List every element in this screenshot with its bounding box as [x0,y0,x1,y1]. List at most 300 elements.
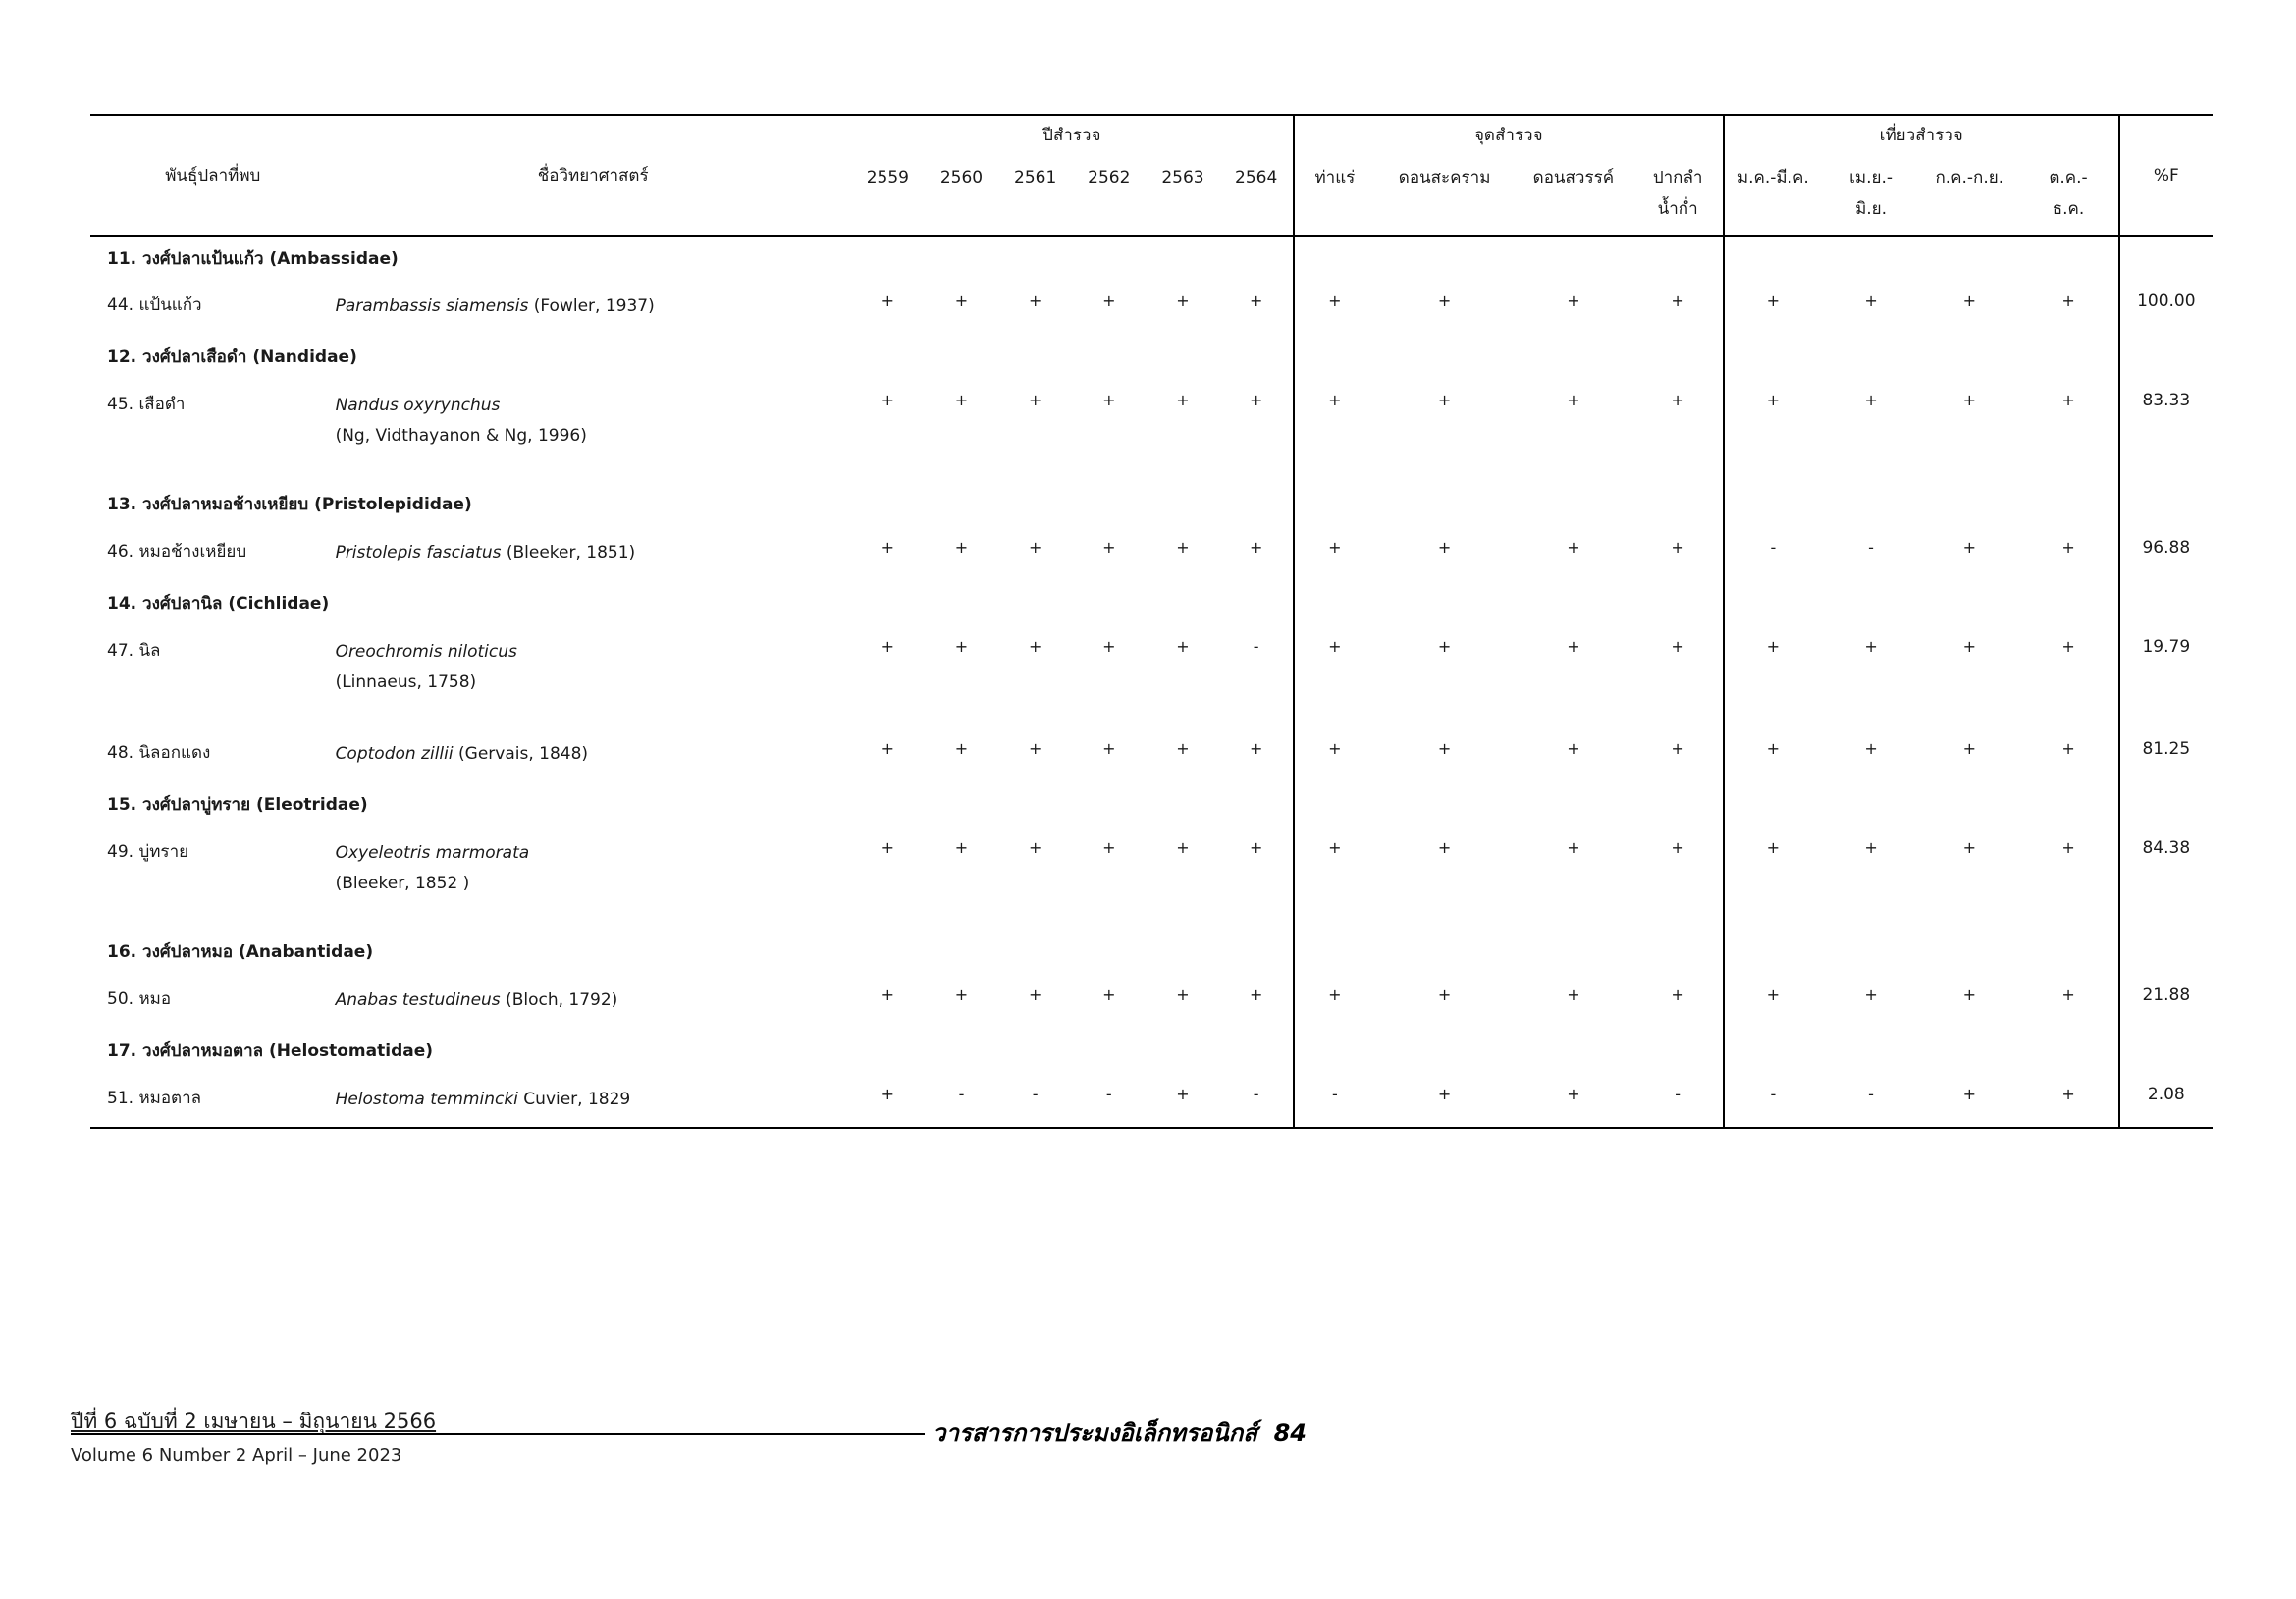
trip-presence-mark [2018,975,2118,1029]
presence-mark: + [1864,637,1878,656]
binomial-name: Coptodon zillii [335,744,454,764]
site-presence-mark [1514,281,1632,335]
presence-mark: + [1176,1085,1190,1103]
scientific-name [336,281,851,335]
scientific-name-line [336,986,851,1016]
family-row-spacer [2119,482,2213,527]
presence-mark: + [881,986,895,1004]
year-presence-mark [851,1074,925,1128]
family-row-spacer [1724,581,2119,626]
author-citation: (Bleeker, 1851) [501,543,636,562]
presence-mark: + [1567,986,1580,1004]
frequency-column-header: %F [2153,165,2179,186]
site-presence-mark [1375,1074,1514,1128]
year-presence-mark [1220,728,1294,782]
scientific-name [336,827,851,930]
year-presence-mark [851,281,925,335]
trip-presence-mark [1822,728,1920,782]
family-row-spacer [1294,930,1724,975]
presence-mark: + [1962,538,1976,557]
presence-mark: + [954,739,969,758]
year-header-2561: 2561 [998,154,1072,236]
presence-mark: + [1102,292,1116,310]
year-presence-mark [925,380,998,482]
year-header-2564: 2564 [1220,154,1294,236]
year-presence-mark [1072,728,1146,782]
thai-species-name: 46. หมอช้างเหยียบ [107,542,247,561]
trip-presence-mark [1920,281,2018,335]
presence-mark: + [1567,838,1580,857]
survey-trips-group-header: เที่ยวสำรวจ [1724,115,2119,154]
trip-presence-mark [1920,626,2018,728]
presence-mark: + [1249,538,1263,557]
survey-sites-group-header: จุดสำรวจ [1294,115,1724,154]
year-presence-mark [1146,827,1219,930]
year-presence-mark [851,975,925,1029]
family-row-spacer [1724,782,2119,827]
site-presence-mark [1633,975,1724,1029]
year-presence-mark [998,1074,1072,1128]
presence-mark: - [1868,1085,1874,1103]
presence-mark: + [1437,838,1452,857]
scientific-name-line [336,292,851,322]
trip-presence-mark [1724,281,1822,335]
thai-species-name: 47. นิล [107,641,161,661]
presence-mark: + [1567,739,1580,758]
presence-mark: + [1766,637,1781,656]
presence-mark: + [1176,739,1190,758]
species-row [90,827,2213,930]
author-citation: Cuvier, 1829 [517,1090,631,1109]
year-presence-mark [851,527,925,581]
trip-presence-mark [1822,281,1920,335]
trip-presence-mark [1920,380,2018,482]
scientific-name-line [336,1085,851,1115]
author-citation: (Bloch, 1792) [500,990,618,1010]
presence-mark: + [1567,391,1580,409]
site-presence-mark [1294,626,1375,728]
scientific-name-line [336,739,851,770]
presence-mark: + [1028,292,1042,310]
year-presence-mark [851,827,925,930]
author-citation: (Gervais, 1848) [453,744,589,764]
family-row-spacer [1294,782,1724,827]
presence-mark: + [881,391,895,409]
species-column-header: พันธุ์ปลาที่พบ [165,166,261,186]
presence-mark: + [1437,739,1452,758]
presence-mark: + [2061,838,2075,857]
site-presence-mark [1514,626,1632,728]
presence-mark: + [1864,739,1878,758]
family-row-spacer [2119,930,2213,975]
thai-species-name: 50. หมอ [107,989,172,1009]
presence-mark: + [881,292,895,310]
site-presence-mark [1514,527,1632,581]
year-presence-mark [851,626,925,728]
presence-mark: + [881,637,895,656]
presence-mark: + [1249,838,1263,857]
presence-mark: + [881,1085,895,1103]
family-row [90,1029,2213,1074]
year-presence-mark [998,827,1072,930]
presence-mark: + [1437,538,1452,557]
trip-presence-mark [1724,380,1822,482]
species-row [90,1074,2213,1128]
footer-rule [71,1433,925,1435]
presence-mark: + [1328,739,1342,758]
species-row [90,380,2213,482]
trip-presence-mark [1822,527,1920,581]
year-presence-mark [1146,527,1219,581]
presence-mark: + [2061,637,2075,656]
trip-presence-mark [1920,975,2018,1029]
site-presence-mark [1633,728,1724,782]
trip-presence-mark [2018,380,2118,482]
site-presence-mark [1514,975,1632,1029]
family-row-spacer [1294,335,1724,380]
species-row [90,728,2213,782]
presence-mark: + [881,838,895,857]
presence-mark: + [1567,1085,1580,1103]
presence-mark: + [1962,838,1976,857]
year-presence-mark [998,728,1072,782]
presence-mark: + [1766,292,1781,310]
presence-mark: + [1437,292,1452,310]
presence-mark: + [1766,986,1781,1004]
survey-years-group-header: ปีสำรวจ [851,115,1294,154]
presence-mark: + [881,739,895,758]
year-presence-mark [925,281,998,335]
scientific-name [336,975,851,1029]
family-name: 16. วงศ์ปลาหมอ (Anabantidae) [90,930,1294,975]
table-body [90,236,2213,1128]
presence-mark: + [1028,637,1042,656]
trip-presence-mark [1724,527,1822,581]
presence-mark: + [1864,292,1878,310]
year-header-2560: 2560 [925,154,998,236]
family-row-spacer [2119,782,2213,827]
family-row [90,782,2213,827]
thai-species-name: 51. หมอตาล [107,1089,202,1108]
site-presence-mark [1633,626,1724,728]
page-number: 84 [1273,1419,1308,1447]
author-citation-line: (Bleeker, 1852 ) [335,874,470,893]
site-presence-mark [1375,281,1514,335]
trip-header-2: เม.ย.- มิ.ย. [1822,154,1920,236]
presence-mark: + [1328,391,1342,409]
trip-presence-mark [1724,975,1822,1029]
binomial-name: Oxyeleotris marmorata [335,843,530,863]
species-row [90,527,2213,581]
year-presence-mark [1220,281,1294,335]
presence-mark: + [1962,986,1976,1004]
presence-mark: + [1766,391,1781,409]
scientific-name [336,1074,851,1128]
site-presence-mark [1294,281,1375,335]
trip-presence-mark [1724,626,1822,728]
presence-mark: + [1328,637,1342,656]
scientific-name-column-header: ชื่อวิทยาศาสตร์ [537,166,649,186]
trip-header-1: ม.ค.-มี.ค. [1724,154,1822,236]
site-presence-mark [1294,728,1375,782]
presence-mark: - [1770,1085,1777,1103]
presence-mark: + [1671,637,1684,656]
presence-mark: + [1176,986,1190,1004]
presence-mark: + [954,986,969,1004]
family-row-spacer [1294,482,1724,527]
family-row-spacer [1294,236,1724,281]
site-header-4: ปากลำ น้ำก่ำ [1633,154,1724,236]
year-presence-mark [1146,380,1219,482]
presence-mark: + [1437,986,1452,1004]
year-header-2563: 2563 [1146,154,1219,236]
trip-presence-mark [1822,827,1920,930]
site-presence-mark [1514,1074,1632,1128]
frequency-value: 96.88 [2142,538,2191,558]
year-presence-mark [1146,281,1219,335]
year-presence-mark [1220,527,1294,581]
site-presence-mark [1294,1074,1375,1128]
presence-mark: + [1567,292,1580,310]
presence-mark: + [2061,986,2075,1004]
presence-mark: - [1032,1085,1039,1103]
presence-mark: + [1567,637,1580,656]
year-presence-mark [998,281,1072,335]
presence-mark: + [1176,292,1190,310]
presence-mark: - [1105,1085,1112,1103]
presence-mark: - [1331,1085,1338,1103]
presence-mark: + [1962,391,1976,409]
scientific-name [336,380,851,482]
presence-mark: + [954,391,969,409]
family-name: 12. วงศ์ปลาเสือดำ (Nandidae) [90,335,1294,380]
site-presence-mark [1514,827,1632,930]
thai-species-name: 45. เสือดำ [107,395,186,414]
site-presence-mark [1633,527,1724,581]
year-presence-mark [1072,975,1146,1029]
trip-presence-mark [1822,975,1920,1029]
presence-mark: - [1868,538,1874,557]
trip-presence-mark [1724,728,1822,782]
year-presence-mark [925,527,998,581]
presence-mark: + [1962,637,1976,656]
year-header-2562: 2562 [1072,154,1146,236]
presence-mark: + [881,538,895,557]
site-presence-mark [1294,527,1375,581]
journal-name: วารสารการประมงอิเล็กทรอนิกส์ [933,1419,1257,1447]
presence-mark: + [1671,838,1684,857]
presence-mark: + [1567,538,1580,557]
year-presence-mark [925,626,998,728]
year-presence-mark [1146,728,1219,782]
year-presence-mark [1072,527,1146,581]
presence-mark: + [1249,292,1263,310]
trip-header-4: ต.ค.- ธ.ค. [2018,154,2118,236]
site-presence-mark [1514,380,1632,482]
family-row-spacer [2119,581,2213,626]
site-presence-mark [1375,380,1514,482]
frequency-value: 81.25 [2142,739,2191,759]
family-row-spacer [1294,581,1724,626]
year-presence-mark [1072,827,1146,930]
presence-mark: + [1671,292,1684,310]
site-presence-mark [1633,281,1724,335]
trip-presence-mark [2018,626,2118,728]
binomial-name: Pristolepis fasciatus [335,543,502,562]
trip-presence-mark [1822,380,1920,482]
presence-mark: + [1671,986,1684,1004]
presence-mark: + [1766,739,1781,758]
author-citation-line: (Ng, Vidthayanon & Ng, 1996) [335,426,587,446]
presence-mark: + [1028,391,1042,409]
author-citation-line: (Linnaeus, 1758) [335,672,477,692]
footer-issue-thai: ปีที่ 6 ฉบับที่ 2 เมษายน – มิถุนายน 2566 [71,1410,437,1433]
site-presence-mark [1514,728,1632,782]
presence-mark: + [1962,1085,1976,1103]
site-presence-mark [1375,975,1514,1029]
site-presence-mark [1633,1074,1724,1128]
trip-presence-mark [1920,827,2018,930]
site-header-1: ท่าแร่ [1294,154,1375,236]
scientific-name [336,728,851,782]
presence-mark: + [1102,391,1116,409]
year-presence-mark [998,527,1072,581]
trip-presence-mark [1920,728,2018,782]
trip-presence-mark [2018,1074,2118,1128]
presence-mark: + [2061,1085,2075,1103]
thai-species-name: 49. บู่ทราย [107,842,189,862]
family-row-spacer [1724,1029,2119,1074]
scientific-name-line [336,391,851,421]
year-presence-mark [925,1074,998,1128]
presence-mark: + [1437,637,1452,656]
year-presence-mark [1220,1074,1294,1128]
site-presence-mark [1294,827,1375,930]
year-presence-mark [1072,281,1146,335]
family-name: 13. วงศ์ปลาหมอช้างเหยียบ (Pristolepididae) [90,482,1294,527]
presence-mark: + [1249,739,1263,758]
scientific-name-line [336,838,851,869]
site-presence-mark [1375,626,1514,728]
family-row [90,930,2213,975]
presence-mark: + [1028,986,1042,1004]
presence-mark: + [1102,739,1116,758]
binomial-name: Nandus oxyrynchus [335,396,501,415]
family-row-spacer [1294,1029,1724,1074]
site-presence-mark [1633,827,1724,930]
presence-mark: + [954,637,969,656]
thai-species-name: 44. แป้นแก้ว [107,295,202,315]
family-row-spacer [2119,335,2213,380]
site-presence-mark [1375,728,1514,782]
presence-mark: + [1671,391,1684,409]
year-presence-mark [998,380,1072,482]
frequency-value: 21.88 [2142,986,2191,1005]
trip-presence-mark [1920,1074,2018,1128]
presence-mark: + [1437,391,1452,409]
presence-mark: + [1028,739,1042,758]
presence-mark: + [1176,391,1190,409]
trip-presence-mark [1822,626,1920,728]
species-row [90,281,2213,335]
presence-mark: + [954,838,969,857]
presence-mark: + [954,538,969,557]
site-presence-mark [1294,975,1375,1029]
site-presence-mark [1375,527,1514,581]
year-presence-mark [1072,1074,1146,1128]
frequency-value: 100.00 [2137,292,2196,311]
thai-species-name: 48. นิลอกแดง [107,743,211,763]
presence-mark: + [1176,838,1190,857]
presence-mark: + [1962,292,1976,310]
presence-mark: + [1671,739,1684,758]
presence-mark: + [1176,637,1190,656]
binomial-name: Oreochromis niloticus [335,642,517,662]
trip-presence-mark [1920,527,2018,581]
frequency-value: 2.08 [2147,1085,2185,1104]
family-row-spacer [1724,482,2119,527]
presence-mark: - [958,1085,965,1103]
presence-mark: - [1253,637,1259,656]
presence-mark: + [1328,986,1342,1004]
author-citation: (Fowler, 1937) [528,296,655,316]
trip-presence-mark [1822,1074,1920,1128]
presence-mark: + [2061,739,2075,758]
presence-mark: + [2061,292,2075,310]
binomial-name: Parambassis siamensis [335,296,529,316]
year-presence-mark [925,827,998,930]
year-presence-mark [998,626,1072,728]
presence-mark: + [954,292,969,310]
family-row-spacer [1724,236,2119,281]
journal-title [933,1413,1307,1452]
presence-mark: + [1028,838,1042,857]
frequency-value: 19.79 [2142,637,2191,657]
year-presence-mark [851,380,925,482]
trip-presence-mark [1724,1074,1822,1128]
year-presence-mark [1146,626,1219,728]
year-presence-mark [1072,626,1146,728]
binomial-name: Anabas testudineus [335,990,501,1010]
trip-presence-mark [2018,527,2118,581]
year-presence-mark [1146,1074,1219,1128]
site-presence-mark [1375,827,1514,930]
presence-mark: + [1249,986,1263,1004]
presence-mark: + [1102,538,1116,557]
site-presence-mark [1633,380,1724,482]
presence-mark: + [1864,986,1878,1004]
presence-mark: + [1102,986,1116,1004]
family-row [90,581,2213,626]
presence-mark: + [1176,538,1190,557]
trip-presence-mark [1724,827,1822,930]
scientific-name [336,527,851,581]
presence-mark: + [2061,538,2075,557]
family-row-spacer [2119,236,2213,281]
presence-mark: + [1249,391,1263,409]
presence-mark: + [1102,838,1116,857]
year-presence-mark [1220,380,1294,482]
scientific-name [336,626,851,728]
family-name: 17. วงศ์ปลาหมอตาล (Helostomatidae) [90,1029,1294,1074]
trip-presence-mark [2018,827,2118,930]
trip-presence-mark [2018,728,2118,782]
year-header-2559: 2559 [851,154,925,236]
presence-mark: - [1253,1085,1259,1103]
species-row [90,626,2213,728]
species-row [90,975,2213,1029]
family-row-spacer [1724,335,2119,380]
